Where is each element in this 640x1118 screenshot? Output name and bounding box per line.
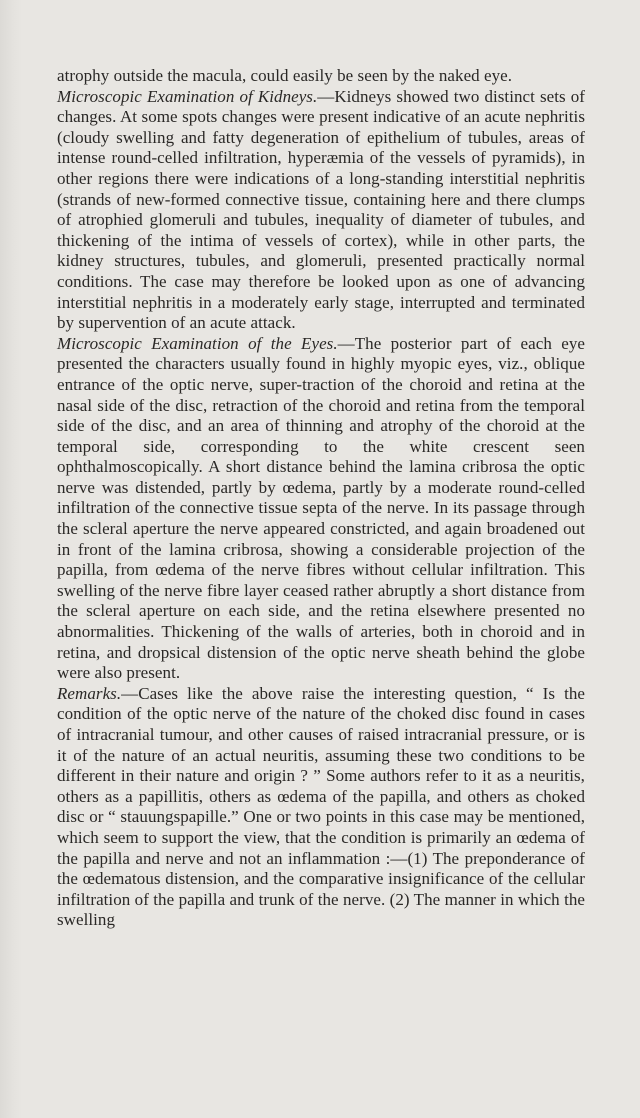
page-body (57, 66, 585, 931)
section-heading-kidneys: Microscopic Examination of Kidneys. (57, 86, 318, 106)
paragraph-text: —Cases like the above raise the interesting question, “ Is the condition of the optic nerve of the nature of the choked disc found in cases of intracranial tumour, and other causes of raised intracranial pressure, or is it of the nature of an actual neuritis, assuming these two conditions to be different in their nature and origin ? ” Some authors refer to it as a neuritis, others as a papillitis, others as œdema of the papilla, and others as choked disc or “ stauungspapille.” One or two points in this case may be mentioned, which seem to support the view, that the condition is primarily an œdema of the papilla and nerve and not an inflammation :—(1) The preponderance of the œdematous distension, and the comparative insignificance of the cellular infiltration of the papilla and trunk of the nerve. (2) The manner in which the swelling (57, 683, 585, 930)
paragraph-continuation (57, 66, 585, 87)
paragraph-remarks (57, 684, 585, 931)
paragraph-text: —The posterior part of each eye presented the characters usually found in highly myopic eyes, viz., oblique entrance of the optic nerve, super-traction of the choroid and retina at the nasal side of the disc, retraction of the choroid and retina from the temporal side of the disc, and an area of thinning and atrophy of the choroid at the temporal side, corresponding to the white crescent seen ophthalmoscopically. A short distance behind the lamina cribrosa the optic nerve was distended, partly by œdema, partly by a moderate round-celled infiltration of the connective tissue septa of the nerve. In its passage through the scleral aperture the nerve appeared constricted, and again broadened out in front of the lamina cribrosa, showing a considerable projection of the papilla, from œdema of the nerve fibres without cellular infiltration. This swelling of the nerve fibre layer ceased rather abruptly a short distance from the scleral aperture on each side, and the retina elsewhere presented no abnormalities. Thickening of the walls of arteries, both in choroid and in retina, and dropsical distension of the optic nerve sheath behind the globe were also present. (57, 333, 585, 683)
section-heading-remarks: Remarks. (57, 683, 122, 703)
paragraph-kidneys (57, 87, 585, 334)
paragraph-eyes (57, 334, 585, 684)
page-edge (0, 0, 22, 1118)
paragraph-text: atrophy outside the macula, could easily be seen by the naked eye. (57, 66, 513, 85)
section-heading-eyes: Microscopic Examination of the Eyes. (57, 333, 338, 353)
paragraph-text: —Kidneys showed two distinct sets of changes. At some spots changes were present indicative of an acute nephritis (cloudy swelling and fatty degeneration of epithelium of tubules, areas of intense round-celled infiltration, hyperæmia of the vessels of pyramids), in other regions there were indications of a long-standing interstitial nephritis (strands of new-formed connective tissue, containing here and there clumps of atrophied glomeruli and tubules, inequality of diameter of tubules, and thickening of the intima of vessels of cortex), while in other parts, the kidney structures, tubules, and glomeruli, presented practically normal conditions. The case may therefore be looked upon as one of advancing interstitial nephritis in a moderately early stage, interrupted and terminated by supervention of an acute attack. (57, 86, 585, 333)
